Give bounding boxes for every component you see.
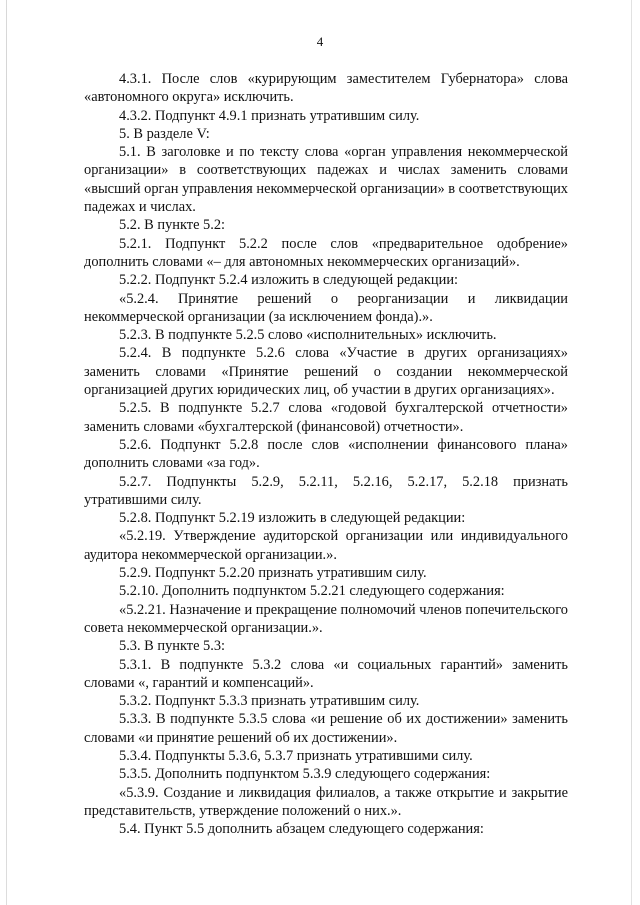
paragraph-5-3-5: 5.3.5. Дополнить подпунктом 5.3.9 следующего содержания: [119,766,491,783]
quoted-5-2-19: «5.2.19. Утверждение аудиторской организации или индивидуального аудитора некоммерческой организации.». [84,528,568,563]
paragraph-5-2: 5.2. В пункте 5.2: [119,217,226,234]
paragraph-5-2-6: 5.2.6. Подпункт 5.2.8 после слов «исполнении финансового плана» дополнить словами «за год». [84,436,568,472]
paragraph-5-2-3: 5.2.3. В подпункте 5.2.5 слово «исполнительных» исключить. [119,327,497,344]
paragraph-5-2-4: 5.2.4. В подпункте 5.2.6 слова «Участие в других организациях» заменить словами «Принятие решений о создании некоммерческой организацией других юридических лиц, об участии в других организациях». [84,345,568,399]
paragraph-4-3-1: 4.3.1. После слов «курирующим заместителем Губернатора» слова «автономного округа» исключить. [84,71,568,106]
paragraph-5-3: 5.3. В пункте 5.3: [119,638,226,655]
paragraph-5-2-9: 5.2.9. Подпункт 5.2.20 признать утратившим силу. [119,565,427,582]
paragraph-5-2-1: 5.2.1. Подпункт 5.2.2 после слов «предварительное одобрение» дополнить словами «– для автономных некоммерческих организаций». [84,235,568,270]
page-number: 4 [316,34,324,49]
quoted-5-2-21: «5.2.21. Назначение и прекращение полномочий членов попечительского совета некоммерческой организации.». [84,601,568,636]
paragraph-5-3-3: 5.3.3. В подпункте 5.3.5 слова «и решение об их достижении» заменить словами «и принятие решений об их достижении». [84,711,568,746]
quoted-5-2-4: «5.2.4. Принятие решений о реорганизации и ликвидации некоммерческой организации (за исключением фонда).». [84,290,568,325]
paragraph-5-2-8: 5.2.8. Подпункт 5.2.19 изложить в следующей редакции: [119,510,466,527]
paragraph-5-2-10: 5.2.10. Дополнить подпунктом 5.2.21 следующего содержания: [119,583,505,600]
paragraph-5-4: 5.4. Пункт 5.5 дополнить абзацем следующего содержания: [119,821,484,838]
paragraph-5-3-2: 5.3.2. Подпункт 5.3.3 признать утратившим силу. [119,693,420,710]
paragraph-5-2-5: 5.2.5. В подпункте 5.2.7 слова «годовой бухгалтерской отчетности» заменить словами «бухгалтерской (финансовой) отчетности». [84,400,568,435]
paragraph-5-3-4: 5.3.4. Подпункты 5.3.6, 5.3.7 признать утратившими силу. [119,747,473,764]
paragraph-4-3-2: 4.3.2. Подпункт 4.9.1 признать утратившим силу. [119,107,420,124]
paragraph-5: 5. В разделе V: [119,125,210,142]
document-body [84,70,568,838]
quoted-5-3-9: «5.3.9. Создание и ликвидация филиалов, а также открытие и закрытие представительств, утверждение положений о них.». [84,784,568,819]
paragraph-5-1: 5.1. В заголовке и по тексту слова «орган управления некоммерческой организации» в соответствующих падежах и числах заменить словами «высший орган управления некоммерческой организации» в соответствующих падежах и числах. [84,144,568,216]
scan-edge-right [631,0,632,905]
scan-edge-left [6,0,7,905]
paragraph-5-2-2: 5.2.2. Подпункт 5.2.4 изложить в следующей редакции: [119,272,459,289]
paragraph-5-2-7: 5.2.7. Подпункты 5.2.9, 5.2.11, 5.2.16, 5.2.17, 5.2.18 признать утратившими силу. [84,473,568,508]
paragraph-5-3-1: 5.3.1. В подпункте 5.3.2 слова «и социальных гарантий» заменить словами «, гарантий и компенсаций». [84,656,568,691]
